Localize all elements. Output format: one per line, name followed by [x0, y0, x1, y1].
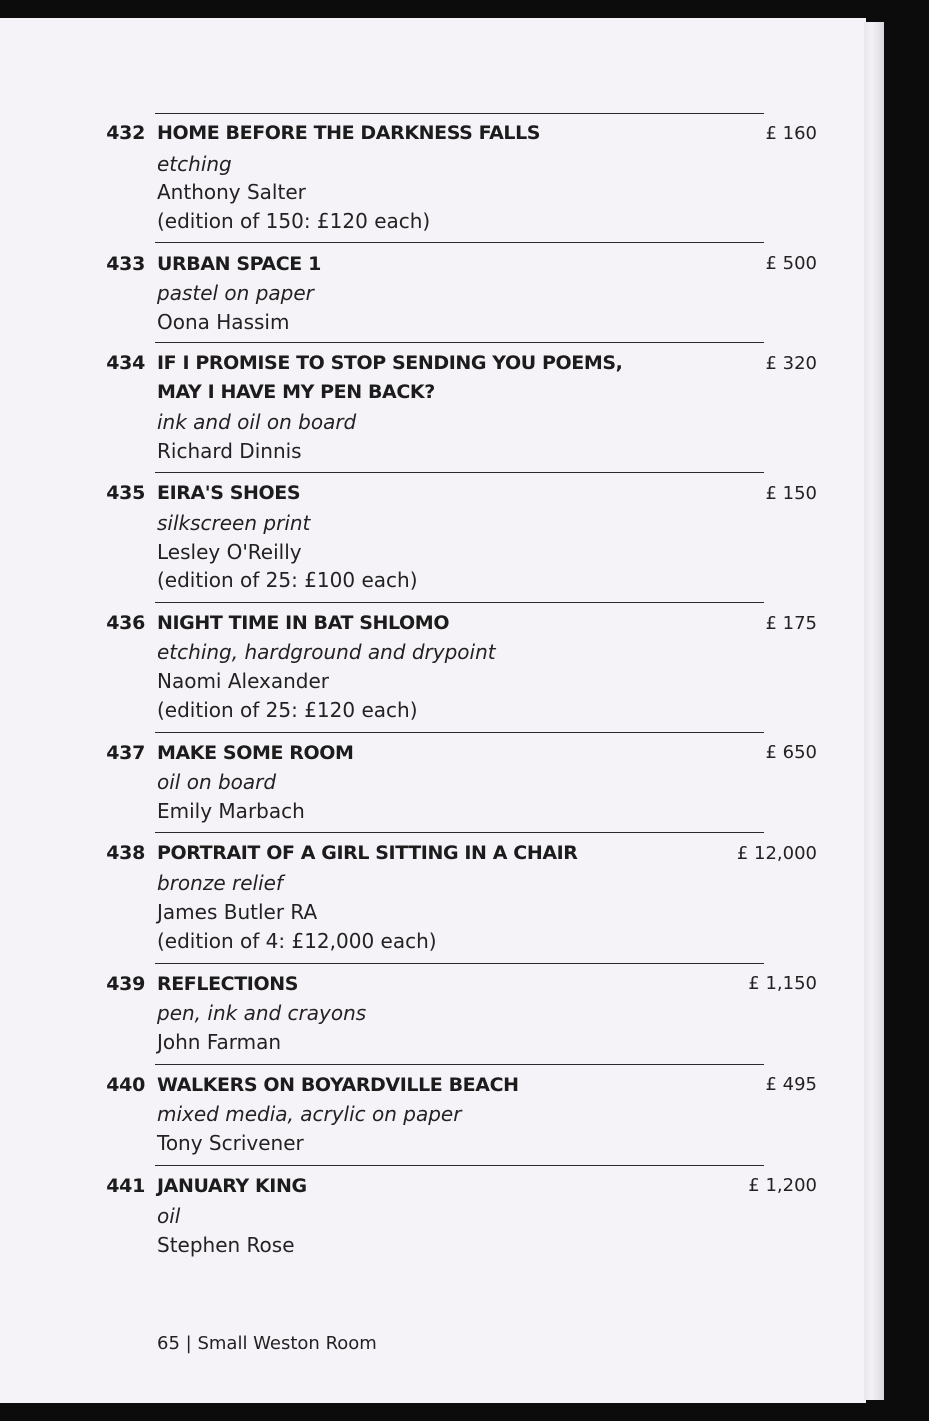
entry-number: 433: [106, 253, 145, 275]
entry-edition: (edition of 25: £120 each): [157, 698, 418, 722]
divider: [155, 342, 764, 343]
entry-number: 436: [106, 612, 145, 634]
entry-number: 437: [106, 742, 145, 764]
footer-separator: |: [185, 1333, 192, 1354]
entry-number: 432: [106, 122, 145, 144]
entry-artist: Stephen Rose: [157, 1233, 295, 1257]
entry-title: URBAN SPACE 1: [157, 253, 321, 275]
entry-title: HOME BEFORE THE DARKNESS FALLS: [157, 122, 541, 144]
entry-artist: Emily Marbach: [157, 799, 305, 823]
divider: [155, 732, 764, 733]
entry-price: £ 1,200: [748, 1175, 817, 1196]
section-name: Small Weston Room: [197, 1333, 377, 1354]
entry-edition: (edition of 4: £12,000 each): [157, 929, 437, 953]
divider: [155, 1165, 764, 1166]
entry-medium: etching, hardground and drypoint: [157, 640, 496, 664]
entry-price: £ 160: [765, 123, 817, 144]
entry-medium: mixed media, acrylic on paper: [157, 1102, 462, 1126]
divider: [155, 602, 764, 603]
entry-medium: ink and oil on board: [157, 410, 357, 434]
entry-price: £ 320: [765, 353, 817, 374]
page-footer: [157, 1333, 377, 1354]
entry-number: 439: [106, 973, 145, 995]
entry-medium: oil: [157, 1204, 181, 1228]
page-edge: [864, 22, 884, 1400]
entry-price: £ 650: [765, 742, 817, 763]
entry-artist: James Butler RA: [157, 900, 318, 924]
entry-artist: John Farman: [157, 1030, 282, 1054]
page-number: 65: [157, 1333, 180, 1354]
entry-edition: (edition of 150: £120 each): [157, 209, 431, 233]
entry-number: 438: [106, 842, 145, 864]
entry-medium: bronze relief: [157, 871, 283, 895]
entry-title: PORTRAIT OF A GIRL SITTING IN A CHAIR: [157, 842, 578, 864]
divider: [155, 832, 764, 833]
entry-medium: etching: [157, 152, 232, 176]
divider: [155, 242, 764, 243]
entry-title-line2: MAY I HAVE MY PEN BACK?: [157, 381, 435, 403]
entry-title: MAKE SOME ROOM: [157, 742, 354, 764]
entry-number: 440: [106, 1074, 145, 1096]
entry-medium: pen, ink and crayons: [157, 1001, 367, 1025]
entry-price: £ 175: [765, 613, 817, 634]
entry-price: £ 1,150: [748, 973, 817, 994]
entry-title: WALKERS ON BOYARDVILLE BEACH: [157, 1074, 519, 1096]
entry-artist: Anthony Salter: [157, 180, 306, 204]
entry-title: JANUARY KING: [157, 1175, 307, 1197]
entry-title-line1: IF I PROMISE TO STOP SENDING YOU POEMS,: [157, 352, 623, 374]
entry-number: 441: [106, 1175, 145, 1197]
entry-title: EIRA'S SHOES: [157, 482, 301, 504]
divider: [155, 963, 764, 964]
entry-artist: Tony Scrivener: [157, 1131, 304, 1155]
entry-medium: silkscreen print: [157, 511, 311, 535]
entry-title: REFLECTIONS: [157, 973, 298, 995]
divider: [155, 1064, 764, 1065]
entry-number: 434: [106, 352, 145, 374]
entry-number: 435: [106, 482, 145, 504]
entry-artist: Richard Dinnis: [157, 439, 302, 463]
divider: [155, 472, 764, 473]
entry-artist: Lesley O'Reilly: [157, 540, 302, 564]
entry-price: £ 12,000: [736, 843, 817, 864]
entry-medium: oil on board: [157, 770, 277, 794]
entry-artist: Naomi Alexander: [157, 669, 330, 693]
entry-artist: Oona Hassim: [157, 310, 290, 334]
entry-medium: pastel on paper: [157, 281, 314, 305]
entry-title: NIGHT TIME IN BAT SHLOMO: [157, 612, 450, 634]
entry-price: £ 500: [765, 253, 817, 274]
entry-price: £ 495: [765, 1074, 817, 1095]
entry-edition: (edition of 25: £100 each): [157, 568, 418, 592]
entry-price: £ 150: [765, 483, 817, 504]
divider: [155, 113, 764, 114]
